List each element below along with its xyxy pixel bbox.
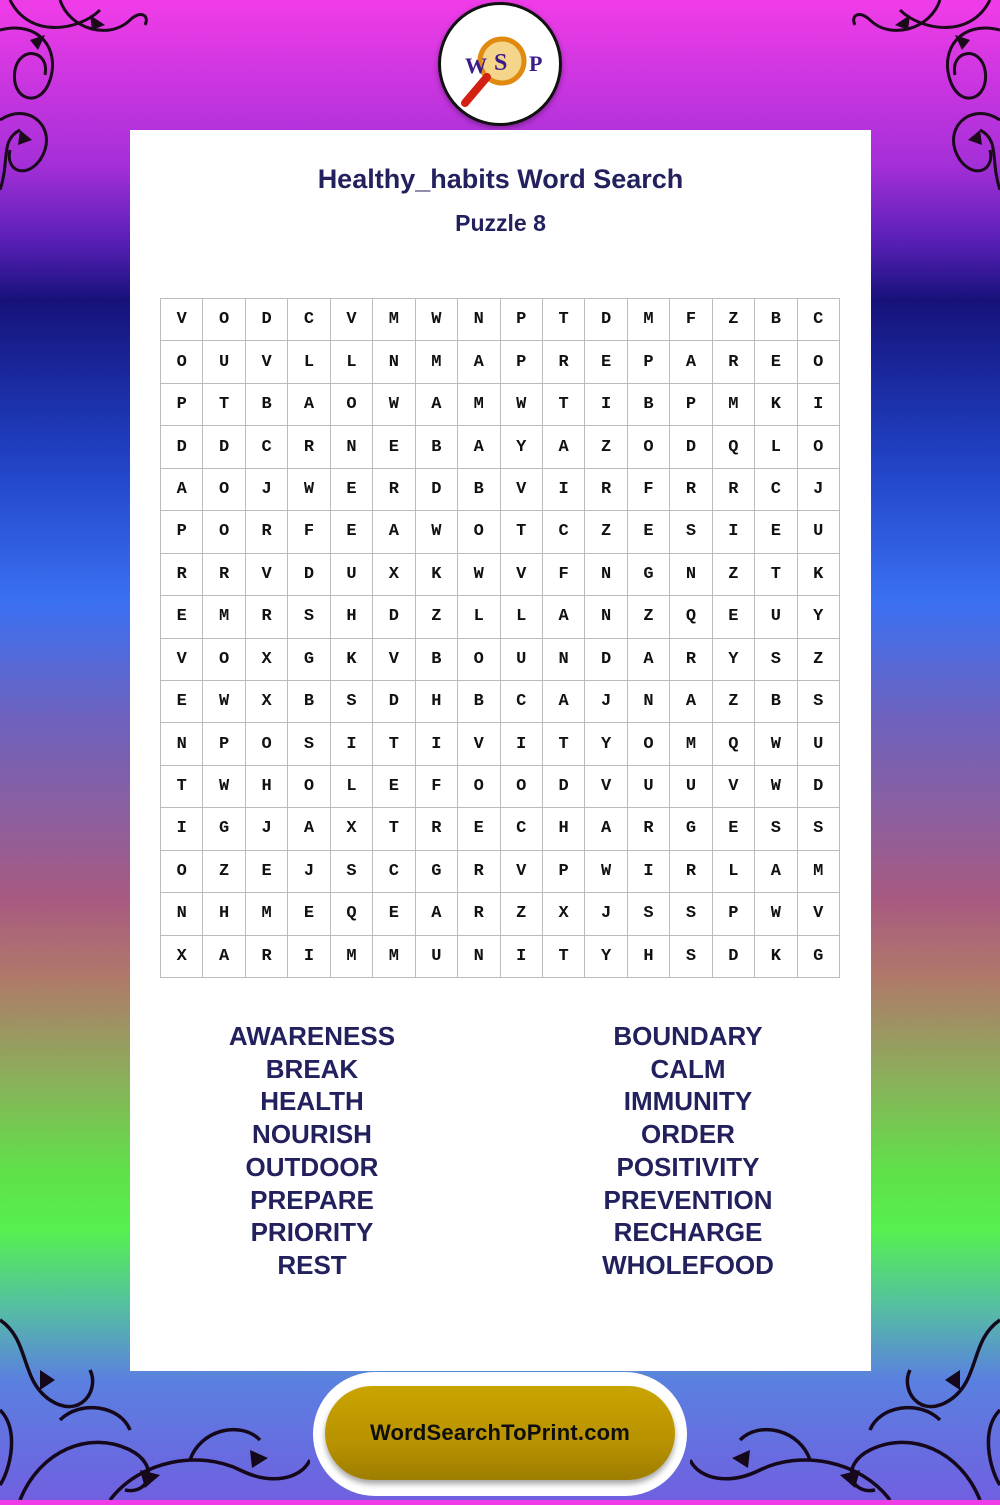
- grid-cell[interactable]: R: [161, 554, 203, 596]
- grid-cell[interactable]: P: [713, 893, 755, 935]
- grid-cell[interactable]: G: [288, 639, 330, 681]
- grid-cell[interactable]: W: [755, 893, 797, 935]
- word-list-item: AWARENESS: [228, 1021, 396, 1051]
- grid-cell[interactable]: O: [203, 299, 245, 341]
- word-list-item: BREAK: [265, 1053, 359, 1084]
- letter-grid: [160, 298, 840, 978]
- grid-cell[interactable]: J: [246, 469, 288, 511]
- grid-cell[interactable]: I: [628, 851, 670, 893]
- grid-cell[interactable]: D: [585, 299, 627, 341]
- grid-cell[interactable]: Y: [585, 936, 627, 978]
- grid-cell[interactable]: O: [798, 341, 840, 383]
- grid-cell[interactable]: R: [246, 596, 288, 638]
- grid-cell[interactable]: W: [501, 384, 543, 426]
- word-list-item: RECHARGE: [613, 1217, 763, 1248]
- word-list-item: NOURISH: [252, 1119, 372, 1150]
- word-list-left: [162, 1020, 462, 1282]
- grid-cell[interactable]: L: [288, 341, 330, 383]
- grid-cell[interactable]: Q: [713, 723, 755, 765]
- grid-cell[interactable]: D: [203, 426, 245, 468]
- grid-cell[interactable]: C: [373, 851, 415, 893]
- grid-cell[interactable]: P: [670, 384, 712, 426]
- grid-cell[interactable]: L: [755, 426, 797, 468]
- grid-cell[interactable]: I: [416, 723, 458, 765]
- grid-cell[interactable]: E: [713, 596, 755, 638]
- logo-letter-p: P: [529, 51, 543, 76]
- grid-cell[interactable]: Z: [713, 681, 755, 723]
- grid-cell[interactable]: N: [543, 639, 585, 681]
- grid-cell[interactable]: M: [203, 596, 245, 638]
- grid-cell[interactable]: G: [416, 851, 458, 893]
- grid-cell[interactable]: P: [501, 341, 543, 383]
- grid-cell[interactable]: Z: [416, 596, 458, 638]
- grid-cell[interactable]: W: [288, 469, 330, 511]
- grid-cell[interactable]: I: [543, 469, 585, 511]
- grid-cell[interactable]: E: [713, 808, 755, 850]
- grid-cell[interactable]: L: [458, 596, 500, 638]
- grid-cell[interactable]: O: [331, 384, 373, 426]
- grid-cell[interactable]: H: [543, 808, 585, 850]
- grid-cell[interactable]: E: [161, 596, 203, 638]
- grid-cell[interactable]: O: [246, 723, 288, 765]
- grid-cell[interactable]: D: [798, 766, 840, 808]
- logo-letter-s: S: [494, 50, 508, 76]
- grid-cell[interactable]: B: [458, 681, 500, 723]
- word-list-item: IMMUNITY: [623, 1086, 753, 1117]
- grid-cell[interactable]: R: [713, 469, 755, 511]
- grid-cell[interactable]: E: [755, 511, 797, 553]
- grid-cell[interactable]: D: [161, 426, 203, 468]
- grid-cell[interactable]: V: [246, 341, 288, 383]
- grid-cell[interactable]: X: [543, 893, 585, 935]
- grid-cell[interactable]: C: [501, 808, 543, 850]
- grid-cell[interactable]: D: [670, 426, 712, 468]
- grid-cell[interactable]: V: [458, 723, 500, 765]
- grid-cell[interactable]: D: [543, 766, 585, 808]
- grid-cell[interactable]: R: [670, 639, 712, 681]
- grid-cell[interactable]: V: [331, 299, 373, 341]
- grid-cell[interactable]: B: [628, 384, 670, 426]
- grid-cell[interactable]: O: [628, 426, 670, 468]
- grid-cell[interactable]: Y: [585, 723, 627, 765]
- grid-cell[interactable]: F: [288, 511, 330, 553]
- grid-cell[interactable]: N: [161, 893, 203, 935]
- grid-cell[interactable]: K: [755, 384, 797, 426]
- grid-cell[interactable]: W: [203, 681, 245, 723]
- grid-cell[interactable]: C: [288, 299, 330, 341]
- grid-cell[interactable]: N: [458, 936, 500, 978]
- puzzle-title: Healthy_habits Word Search: [317, 164, 684, 194]
- grid-cell[interactable]: X: [331, 808, 373, 850]
- grid-cell[interactable]: Y: [501, 426, 543, 468]
- grid-cell[interactable]: T: [501, 511, 543, 553]
- grid-cell[interactable]: W: [373, 384, 415, 426]
- grid-cell[interactable]: A: [416, 384, 458, 426]
- grid-cell[interactable]: F: [543, 554, 585, 596]
- grid-cell[interactable]: I: [501, 936, 543, 978]
- grid-cell[interactable]: A: [628, 639, 670, 681]
- grid-cell[interactable]: G: [628, 554, 670, 596]
- grid-cell[interactable]: A: [416, 893, 458, 935]
- grid-cell[interactable]: Z: [585, 426, 627, 468]
- grid-cell[interactable]: I: [798, 384, 840, 426]
- grid-cell[interactable]: R: [288, 426, 330, 468]
- grid-cell[interactable]: D: [713, 936, 755, 978]
- grid-cell[interactable]: W: [585, 851, 627, 893]
- grid-cell[interactable]: J: [585, 681, 627, 723]
- grid-cell[interactable]: B: [755, 681, 797, 723]
- grid-cell[interactable]: A: [161, 469, 203, 511]
- grid-cell[interactable]: Z: [628, 596, 670, 638]
- grid-cell[interactable]: R: [416, 808, 458, 850]
- grid-cell[interactable]: T: [543, 384, 585, 426]
- grid-cell[interactable]: P: [628, 341, 670, 383]
- grid-cell[interactable]: V: [161, 639, 203, 681]
- grid-cell[interactable]: Q: [331, 893, 373, 935]
- grid-cell[interactable]: U: [798, 723, 840, 765]
- grid-cell[interactable]: X: [373, 554, 415, 596]
- grid-cell[interactable]: C: [798, 299, 840, 341]
- grid-cell[interactable]: T: [543, 723, 585, 765]
- grid-cell[interactable]: I: [331, 723, 373, 765]
- grid-cell[interactable]: B: [755, 299, 797, 341]
- grid-cell[interactable]: N: [585, 596, 627, 638]
- grid-cell[interactable]: Z: [713, 299, 755, 341]
- grid-cell[interactable]: U: [670, 766, 712, 808]
- grid-cell[interactable]: B: [288, 681, 330, 723]
- grid-cell[interactable]: M: [373, 936, 415, 978]
- grid-cell[interactable]: M: [416, 341, 458, 383]
- grid-cell[interactable]: N: [458, 299, 500, 341]
- grid-cell[interactable]: M: [670, 723, 712, 765]
- grid-cell[interactable]: C: [246, 426, 288, 468]
- grid-cell[interactable]: P: [161, 511, 203, 553]
- grid-cell[interactable]: G: [203, 808, 245, 850]
- grid-cell[interactable]: K: [416, 554, 458, 596]
- grid-cell[interactable]: K: [798, 554, 840, 596]
- grid-cell[interactable]: O: [628, 723, 670, 765]
- grid-cell[interactable]: M: [628, 299, 670, 341]
- grid-cell[interactable]: M: [458, 384, 500, 426]
- grid-cell[interactable]: W: [416, 511, 458, 553]
- grid-cell[interactable]: S: [288, 723, 330, 765]
- grid-cell[interactable]: Q: [670, 596, 712, 638]
- word-list-item: PREPARE: [250, 1184, 374, 1215]
- grid-cell[interactable]: T: [161, 766, 203, 808]
- grid-cell[interactable]: V: [501, 851, 543, 893]
- grid-cell[interactable]: P: [501, 299, 543, 341]
- grid-cell[interactable]: O: [161, 341, 203, 383]
- grid-cell[interactable]: E: [331, 469, 373, 511]
- grid-cell[interactable]: N: [161, 723, 203, 765]
- grid-cell[interactable]: N: [670, 554, 712, 596]
- grid-cell[interactable]: G: [670, 808, 712, 850]
- grid-cell[interactable]: Y: [713, 639, 755, 681]
- grid-cell[interactable]: E: [373, 893, 415, 935]
- grid-cell[interactable]: R: [713, 341, 755, 383]
- grid-cell[interactable]: R: [458, 851, 500, 893]
- grid-cell[interactable]: V: [501, 554, 543, 596]
- grid-cell[interactable]: T: [543, 299, 585, 341]
- grid-cell[interactable]: V: [161, 299, 203, 341]
- grid-cell[interactable]: A: [373, 511, 415, 553]
- grid-cell[interactable]: L: [331, 766, 373, 808]
- grid-cell[interactable]: P: [543, 851, 585, 893]
- grid-cell[interactable]: X: [246, 681, 288, 723]
- grid-cell[interactable]: D: [288, 554, 330, 596]
- grid-cell[interactable]: C: [501, 681, 543, 723]
- word-list-item: REST: [277, 1249, 347, 1280]
- grid-cell[interactable]: S: [755, 639, 797, 681]
- grid-cell[interactable]: R: [543, 341, 585, 383]
- grid-cell[interactable]: N: [628, 681, 670, 723]
- grid-cell[interactable]: A: [458, 341, 500, 383]
- grid-cell[interactable]: W: [458, 554, 500, 596]
- grid-cell[interactable]: R: [670, 469, 712, 511]
- grid-cell[interactable]: S: [798, 681, 840, 723]
- grid-cell[interactable]: A: [543, 681, 585, 723]
- grid-cell[interactable]: Z: [713, 554, 755, 596]
- grid-cell[interactable]: H: [331, 596, 373, 638]
- grid-cell[interactable]: E: [288, 893, 330, 935]
- grid-cell[interactable]: I: [585, 384, 627, 426]
- grid-cell[interactable]: B: [246, 384, 288, 426]
- grid-cell[interactable]: H: [203, 893, 245, 935]
- grid-cell[interactable]: V: [585, 766, 627, 808]
- grid-cell[interactable]: O: [458, 639, 500, 681]
- grid-cell[interactable]: V: [246, 554, 288, 596]
- grid-cell[interactable]: B: [458, 469, 500, 511]
- grid-cell[interactable]: N: [585, 554, 627, 596]
- grid-cell[interactable]: B: [416, 426, 458, 468]
- grid-cell[interactable]: S: [670, 936, 712, 978]
- grid-cell[interactable]: R: [585, 469, 627, 511]
- grid-cell[interactable]: S: [670, 511, 712, 553]
- grid-cell[interactable]: O: [458, 511, 500, 553]
- word-list-item: BOUNDARY: [613, 1021, 763, 1051]
- grid-cell[interactable]: Z: [203, 851, 245, 893]
- grid-cell[interactable]: I: [501, 723, 543, 765]
- grid-cell[interactable]: A: [288, 384, 330, 426]
- grid-cell[interactable]: L: [331, 341, 373, 383]
- grid-cell[interactable]: U: [628, 766, 670, 808]
- grid-cell[interactable]: A: [203, 936, 245, 978]
- puzzle-card: [130, 130, 871, 1371]
- grid-cell[interactable]: Y: [798, 596, 840, 638]
- logo-letter-w: W: [465, 53, 487, 78]
- grid-cell[interactable]: Z: [585, 511, 627, 553]
- grid-cell[interactable]: I: [713, 511, 755, 553]
- grid-cell[interactable]: W: [755, 723, 797, 765]
- grid-cell[interactable]: M: [713, 384, 755, 426]
- grid-cell[interactable]: S: [670, 893, 712, 935]
- grid-cell[interactable]: F: [628, 469, 670, 511]
- grid-cell[interactable]: P: [161, 384, 203, 426]
- grid-cell[interactable]: R: [203, 554, 245, 596]
- grid-cell[interactable]: S: [628, 893, 670, 935]
- grid-cell[interactable]: Z: [798, 639, 840, 681]
- grid-cell[interactable]: C: [755, 469, 797, 511]
- grid-cell[interactable]: Q: [713, 426, 755, 468]
- grid-cell[interactable]: R: [628, 808, 670, 850]
- grid-cell[interactable]: E: [161, 681, 203, 723]
- grid-cell[interactable]: S: [288, 596, 330, 638]
- word-list-item: ORDER: [641, 1119, 735, 1150]
- grid-cell[interactable]: M: [373, 299, 415, 341]
- grid-cell[interactable]: I: [288, 936, 330, 978]
- grid-cell[interactable]: J: [798, 469, 840, 511]
- grid-cell[interactable]: U: [203, 341, 245, 383]
- grid-cell[interactable]: I: [161, 808, 203, 850]
- grid-cell[interactable]: J: [246, 808, 288, 850]
- grid-cell[interactable]: V: [798, 893, 840, 935]
- grid-cell[interactable]: K: [331, 639, 373, 681]
- grid-cell[interactable]: V: [373, 639, 415, 681]
- grid-cell[interactable]: E: [373, 426, 415, 468]
- grid-cell[interactable]: E: [628, 511, 670, 553]
- grid-cell[interactable]: E: [246, 851, 288, 893]
- grid-cell[interactable]: S: [331, 681, 373, 723]
- grid-cell[interactable]: M: [798, 851, 840, 893]
- footer-badge: [313, 1372, 687, 1496]
- grid-cell[interactable]: T: [203, 384, 245, 426]
- grid-cell[interactable]: S: [798, 808, 840, 850]
- wsp-logo: [438, 2, 562, 126]
- grid-cell[interactable]: X: [246, 639, 288, 681]
- grid-cell[interactable]: N: [373, 341, 415, 383]
- grid-cell[interactable]: H: [416, 681, 458, 723]
- grid-cell[interactable]: J: [585, 893, 627, 935]
- grid-cell[interactable]: T: [755, 554, 797, 596]
- grid-cell[interactable]: U: [755, 596, 797, 638]
- grid-cell[interactable]: X: [161, 936, 203, 978]
- grid-cell[interactable]: A: [755, 851, 797, 893]
- grid-cell[interactable]: F: [416, 766, 458, 808]
- grid-cell[interactable]: E: [755, 341, 797, 383]
- grid-cell[interactable]: T: [373, 723, 415, 765]
- grid-cell[interactable]: T: [543, 936, 585, 978]
- grid-cell[interactable]: C: [543, 511, 585, 553]
- grid-cell[interactable]: O: [458, 766, 500, 808]
- site-link-button[interactable]: WordSearchToPrint.com: [325, 1386, 675, 1480]
- grid-cell[interactable]: H: [628, 936, 670, 978]
- grid-cell[interactable]: L: [501, 596, 543, 638]
- grid-cell[interactable]: A: [458, 426, 500, 468]
- grid-cell[interactable]: O: [203, 469, 245, 511]
- word-list-item: OUTDOOR: [245, 1151, 379, 1182]
- word-list-item: CALM: [650, 1053, 726, 1084]
- grid-cell[interactable]: R: [246, 511, 288, 553]
- grid-cell[interactable]: V: [713, 766, 755, 808]
- grid-cell[interactable]: D: [416, 469, 458, 511]
- grid-cell[interactable]: O: [161, 851, 203, 893]
- grid-cell[interactable]: D: [585, 639, 627, 681]
- grid-cell[interactable]: Z: [501, 893, 543, 935]
- grid-cell[interactable]: U: [416, 936, 458, 978]
- grid-cell[interactable]: O: [501, 766, 543, 808]
- grid-cell[interactable]: E: [331, 511, 373, 553]
- grid-cell[interactable]: D: [246, 299, 288, 341]
- grid-cell[interactable]: E: [585, 341, 627, 383]
- grid-cell[interactable]: W: [416, 299, 458, 341]
- grid-cell[interactable]: A: [585, 808, 627, 850]
- grid-cell[interactable]: F: [670, 299, 712, 341]
- grid-cell[interactable]: U: [501, 639, 543, 681]
- grid-cell[interactable]: D: [373, 681, 415, 723]
- word-list-item: HEALTH: [260, 1086, 364, 1117]
- grid-cell[interactable]: O: [798, 426, 840, 468]
- grid-cell[interactable]: S: [331, 851, 373, 893]
- grid-cell[interactable]: O: [203, 511, 245, 553]
- grid-cell[interactable]: B: [416, 639, 458, 681]
- word-list-item: WHOLEFOOD: [602, 1249, 774, 1280]
- grid-cell[interactable]: H: [246, 766, 288, 808]
- grid-cell[interactable]: A: [543, 596, 585, 638]
- word-list-item: PREVENTION: [603, 1184, 773, 1215]
- word-list-right: [538, 1020, 838, 1282]
- grid-cell[interactable]: R: [373, 469, 415, 511]
- grid-cell[interactable]: P: [203, 723, 245, 765]
- grid-cell[interactable]: A: [670, 681, 712, 723]
- grid-cell[interactable]: W: [755, 766, 797, 808]
- grid-cell[interactable]: M: [246, 893, 288, 935]
- grid-cell[interactable]: W: [203, 766, 245, 808]
- grid-cell[interactable]: E: [373, 766, 415, 808]
- grid-cell[interactable]: S: [755, 808, 797, 850]
- grid-cell[interactable]: K: [755, 936, 797, 978]
- grid-cell[interactable]: R: [246, 936, 288, 978]
- grid-cell[interactable]: D: [373, 596, 415, 638]
- grid-cell[interactable]: E: [458, 808, 500, 850]
- grid-cell[interactable]: R: [458, 893, 500, 935]
- grid-cell[interactable]: R: [670, 851, 712, 893]
- grid-cell[interactable]: O: [203, 639, 245, 681]
- word-list-item: PRIORITY: [250, 1217, 374, 1248]
- grid-cell[interactable]: U: [798, 511, 840, 553]
- grid-cell[interactable]: O: [288, 766, 330, 808]
- grid-cell[interactable]: V: [501, 469, 543, 511]
- grid-cell[interactable]: A: [288, 808, 330, 850]
- grid-cell[interactable]: M: [331, 936, 373, 978]
- grid-cell[interactable]: A: [543, 426, 585, 468]
- grid-cell[interactable]: J: [288, 851, 330, 893]
- word-list-item: POSITIVITY: [616, 1151, 760, 1182]
- grid-cell[interactable]: A: [670, 341, 712, 383]
- grid-cell[interactable]: T: [373, 808, 415, 850]
- grid-cell[interactable]: G: [798, 936, 840, 978]
- grid-cell[interactable]: U: [331, 554, 373, 596]
- grid-cell[interactable]: L: [713, 851, 755, 893]
- puzzle-subtitle: Puzzle 8: [455, 210, 546, 236]
- grid-cell[interactable]: N: [331, 426, 373, 468]
